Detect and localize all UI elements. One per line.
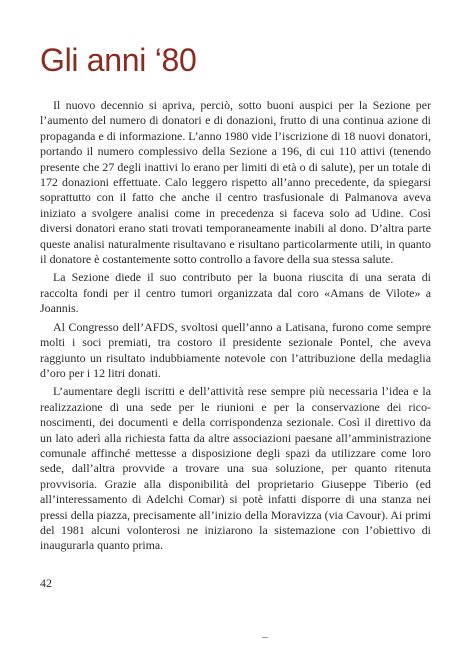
paragraph-new-decade: Il nuovo decennio si apriva, perciò, sotto buoni auspici per la Sezione per l’aumento del numero di donatori e di donazioni, frutto di una continua azione di propaganda e di informazione. L’anno 1980 vide l’iscrizione di 18 nuovi donatori, portando il numero complessivo della Sezione a 196, di cui 110 attivi (tenendo presente che 27 degli inattivi lo erano per limiti di età o di salute), per un totale di 172 donazioni effettuate. Calo leggero rispetto all’anno precedente, da spiegarsi soprattutto con il fatto che anche il centro trasfusionale di Palmanova aveva iniziato a svolgere analisi come in precedenza si faceva solo ad Udine. Così diversi donatori erano stati trovati temporaneamente inabili al dono. D’altra parte queste analisi naturalmente risultavano e risultano particolarmente utili, in quanto il donatore è costantemente sotto controllo a favore della sua stessa salute. [40,98,431,267]
scan-mark [262,637,268,638]
paragraph-fundraising: La Sezione diede il suo contributo per la buona riuscita di una serata di raccolta fondi per il centro tumori organizzata dal coro «Amans de Vilote» a Joannis. [40,270,431,316]
chapter-title: Gli anni ‘80 [40,42,197,78]
paragraph-congress: Al Congresso dell’AFDS, svoltosi quell’anno a Latisana, furono come sempre molti i soci premiati, tra costoro il presidente sezionale Pontel, che aveva raggiunto un risultato indubbiamente notevole con l’attribuzione della medaglia d’oro per i 12 litri donati. [40,319,431,380]
paragraph-headquarters: L’aumentare degli iscritti e dell’attività rese sempre più necessaria l’idea e la realizzazione di una sede per le riunioni e per la conservazione dei riconoscimenti, dei documenti e della corrispondenza sezionale. Così il direttivo da un lato aderì alla richiesta fatta da altre associazioni paesane all’amministrazione comunale affinché mettesse a disposizione degli spazi da utilizzare come loro sede, dall’altra provvide a trovare una sua soluzione, per quanto ritenuta provvisoria. Grazie alla disponibilità del proprietario Giuseppe Tiberio (ed all’interessamento di Adelchi Comar) si potè infatti disporre di una stanza nei pressi della piazza, precisamente all’inizio della Moravizza (via Cavour). Ai primi del 1981 alcuni volonterosi ne iniziarono la sistemazione con l’obiettivo di inaugurarla quanto prima. [40,384,431,553]
page-number: 42 [40,576,52,590]
body-text [40,98,431,557]
